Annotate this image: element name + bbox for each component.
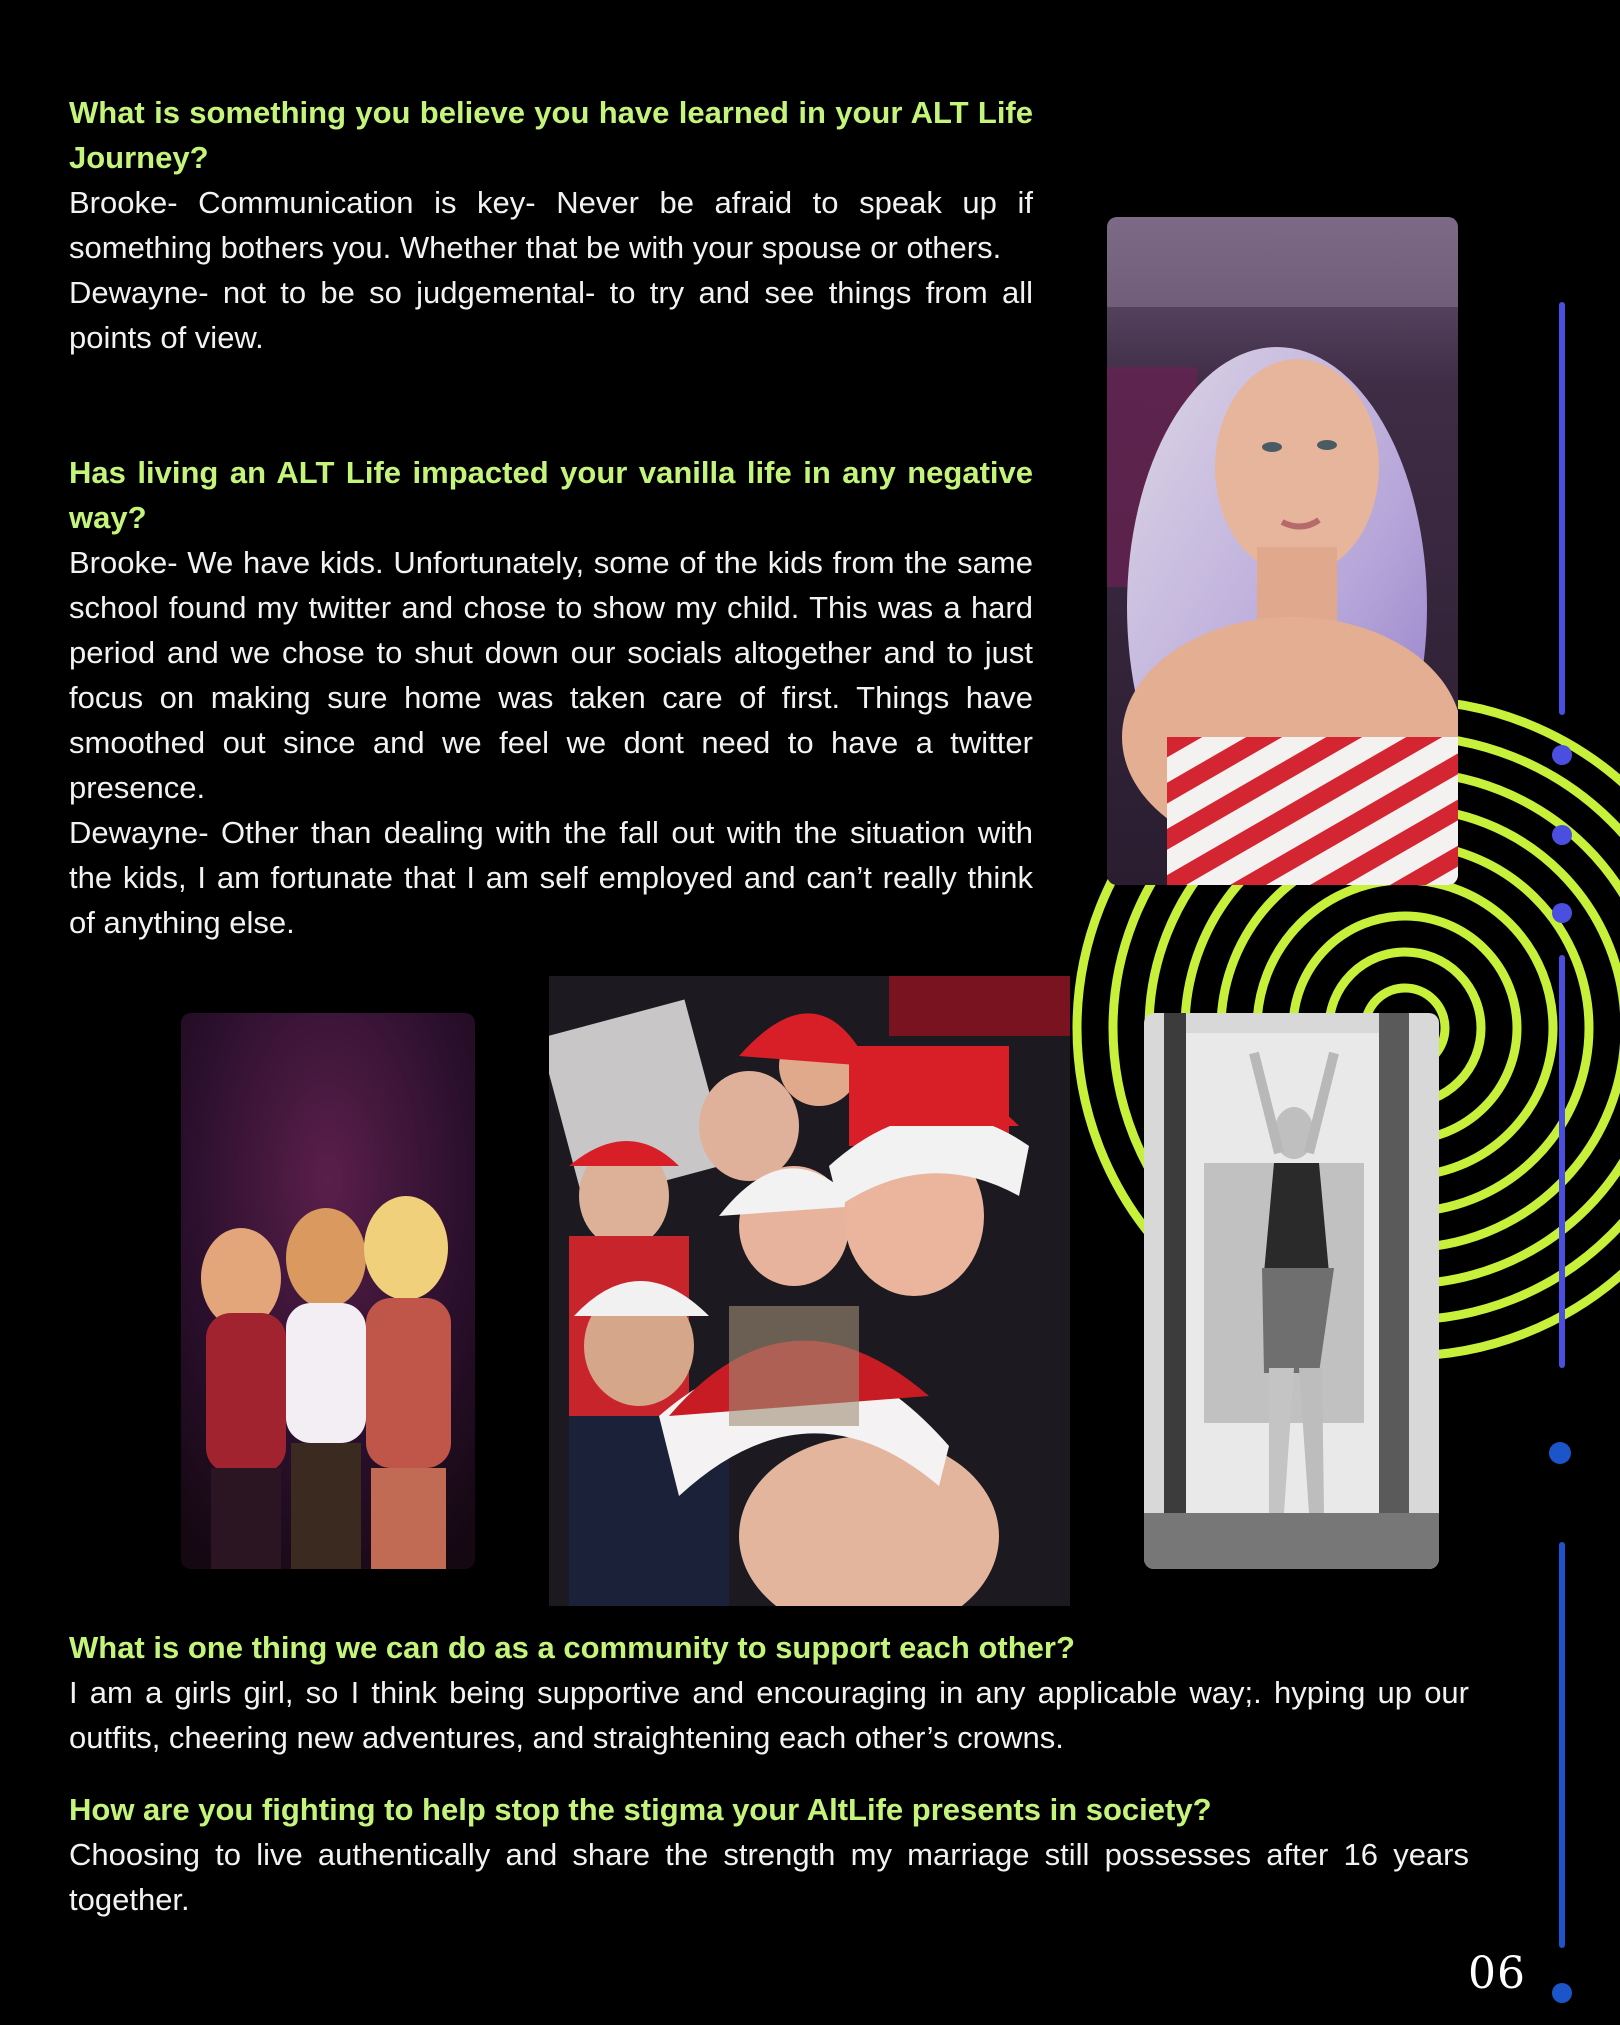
qa-section-community-support (69, 1625, 1469, 1760)
qa-section-learned (69, 90, 1033, 360)
answer-text: Choosing to live authentically and share the strength my marriage still possesses after 16 years together. (69, 1837, 1469, 1917)
qa-section-stigma (69, 1787, 1469, 1922)
answer-dewayne: Dewayne- Other than dealing with the fall out with the situation with the kids, I am fortunate that I am self employed and can’t really think of anything else. (69, 815, 1033, 940)
christmas-group-photo (549, 976, 1070, 1606)
club-group-photo (181, 1013, 475, 1569)
page-number: 06 (1468, 1948, 1526, 1999)
qa-section-vanilla-impact (69, 450, 1033, 945)
question-heading: Has living an ALT Life impacted your vanilla life in any negative way? (69, 455, 1033, 535)
question-heading: What is something you believe you have learned in your ALT Life Journey? (69, 95, 1033, 175)
answer-brooke: Brooke- We have kids. Unfortunately, some of the kids from the same school found my twitter and chose to show my child. This was a hard period and we chose to shut down our socials altogether and to just focus on making sure home was taken care of first. Things have smoothed out since and we feel we dont need to have a twitter presence. (69, 545, 1033, 805)
vertical-rail-decoration (1549, 305, 1572, 2003)
question-heading: How are you fighting to help stop the stigma your AltLife presents in society? (69, 1792, 1212, 1827)
question-heading: What is one thing we can do as a community to support each other? (69, 1630, 1075, 1665)
answer-brooke: Brooke- Communication is key- Never be afraid to speak up if something bothers you. Whether that be with your spouse or others. (69, 185, 1033, 265)
portrait-photo (1107, 217, 1458, 885)
answer-text: I am a girls girl, so I think being supportive and encouraging in any applicable way;. hyping up our outfits, cheering new adventures, and straightening each other’s crowns. (69, 1675, 1469, 1755)
answer-dewayne: Dewayne- not to be so judgemental- to try and see things from all points of view. (69, 275, 1033, 355)
black-and-white-photo (1144, 1013, 1439, 1569)
